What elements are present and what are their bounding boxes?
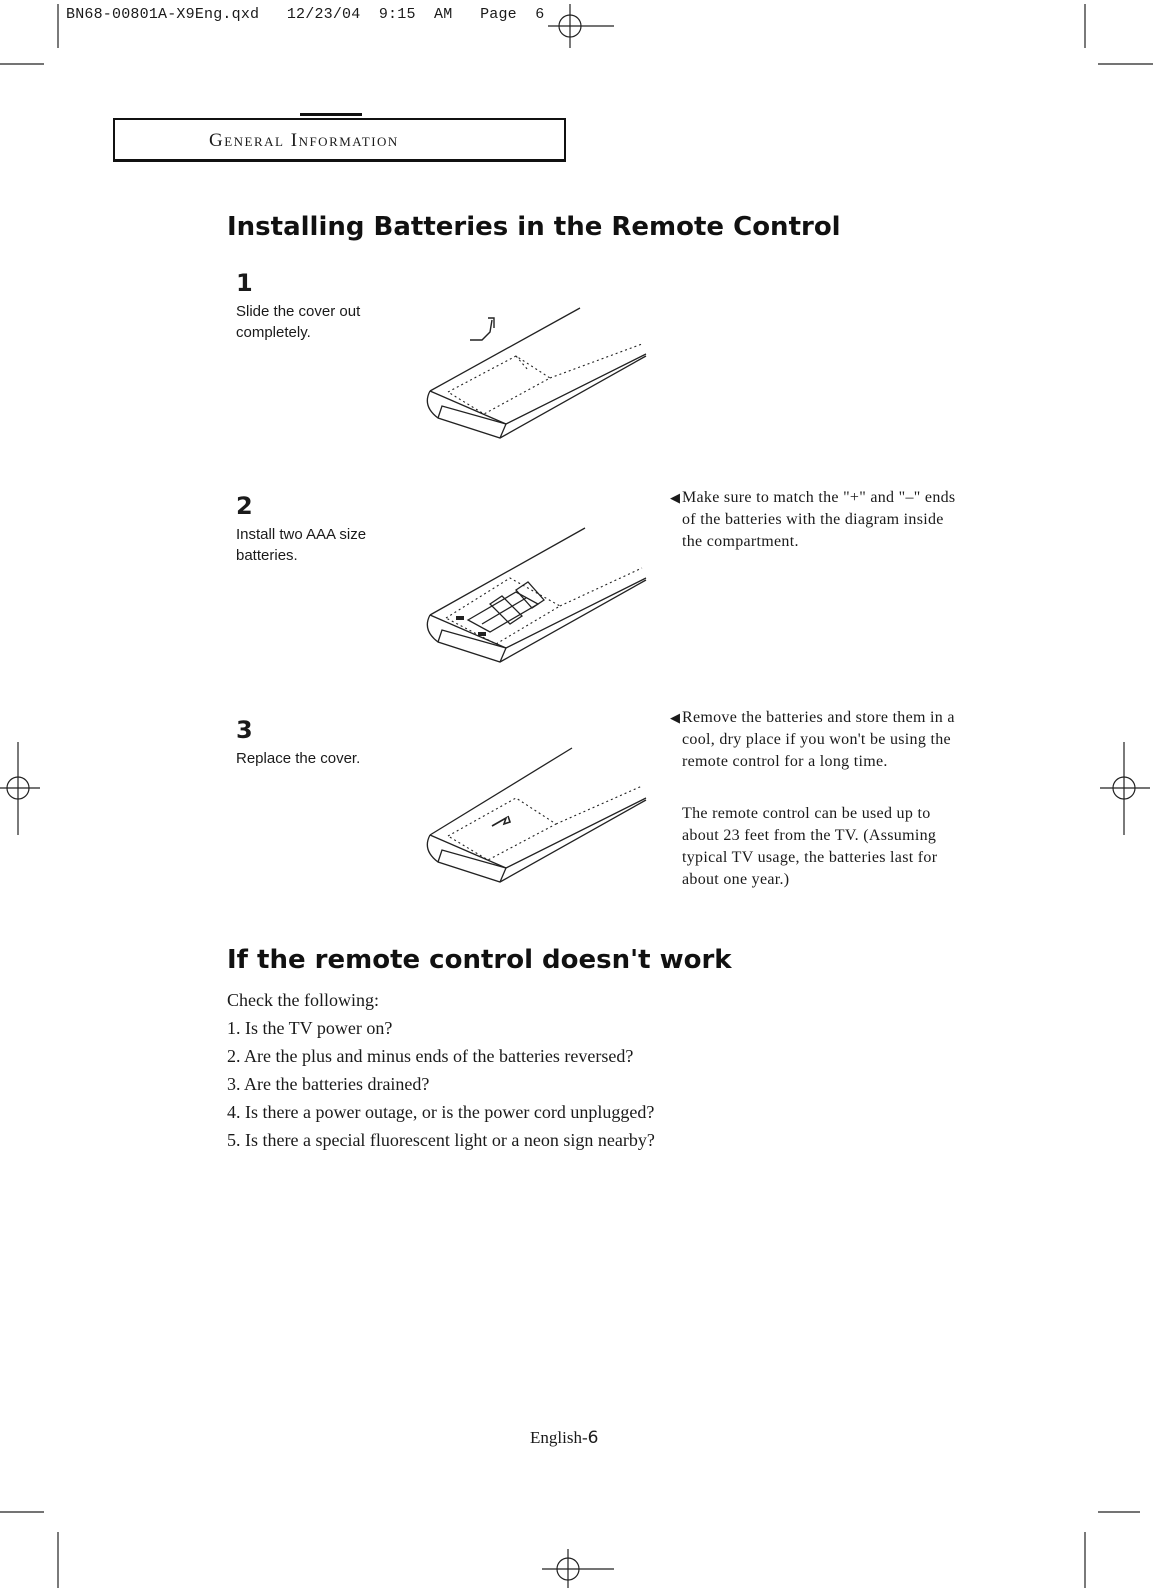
page-footer [530, 1428, 598, 1448]
step-1-number: 1 [236, 269, 253, 297]
step-3-text: Replace the cover. [236, 750, 361, 767]
note-storage-text: Remove the batteries and store them in a cool, dry place if you won't be using the remote control for a long time. [682, 709, 955, 770]
remote-batteries-illustration [420, 520, 650, 670]
registration-mark-right-icon [1100, 765, 1150, 811]
page-title: Installing Batteries in the Remote Control [227, 212, 841, 242]
remote-cover-slide-illustration [420, 296, 650, 446]
checklist-item: 5. Is there a special fluorescent light or a neon sign nearby? [227, 1130, 655, 1150]
left-triangle-icon: ◀ [670, 490, 681, 505]
step-2-number: 2 [236, 492, 253, 520]
registration-mark-bottom-icon [538, 1545, 618, 1588]
step-1-text: Slide the cover out completely. [236, 303, 361, 341]
step-2-text: Install two AAA size batteries. [236, 526, 367, 564]
checklist-item: 4. Is there a power outage, or is the power cord unplugged? [227, 1102, 655, 1122]
registration-mark-top-icon [548, 4, 618, 48]
note-range: The remote control can be used up to about 23 feet from the TV. (Assuming typical TV usage, the batteries last for about one year.) [682, 805, 938, 888]
checklist-item: 1. Is the TV power on? [227, 1018, 393, 1038]
registration-mark-left-icon [0, 765, 44, 811]
note-polarity-text: Make sure to match the "+" and "–" ends of the batteries with the diagram inside the compartment. [682, 489, 956, 550]
slide-arrow-icon [492, 816, 510, 826]
print-slug: BN68-00801A-X9Eng.qxd 12/23/04 9:15 AM Page 6 [66, 6, 545, 23]
step-3-number: 3 [236, 716, 253, 744]
note-polarity [670, 487, 957, 553]
section-box-tick [300, 113, 362, 116]
checklist [227, 986, 655, 1154]
note-storage [670, 707, 957, 773]
hand-arrow-icon [470, 318, 494, 340]
section-header [113, 118, 566, 162]
checklist-item: 3. Are the batteries drained? [227, 1074, 430, 1094]
page-number: 6 [587, 1428, 599, 1448]
section-label: General Information [209, 130, 399, 151]
footer-prefix: English- [530, 1428, 588, 1447]
remote-cover-replace-illustration [420, 740, 650, 890]
left-triangle-icon: ◀ [670, 710, 681, 725]
checklist-item: 2. Are the plus and minus ends of the batteries reversed? [227, 1046, 634, 1066]
checklist-intro: Check the following: [227, 990, 379, 1010]
troubleshoot-title: If the remote control doesn't work [227, 945, 732, 975]
